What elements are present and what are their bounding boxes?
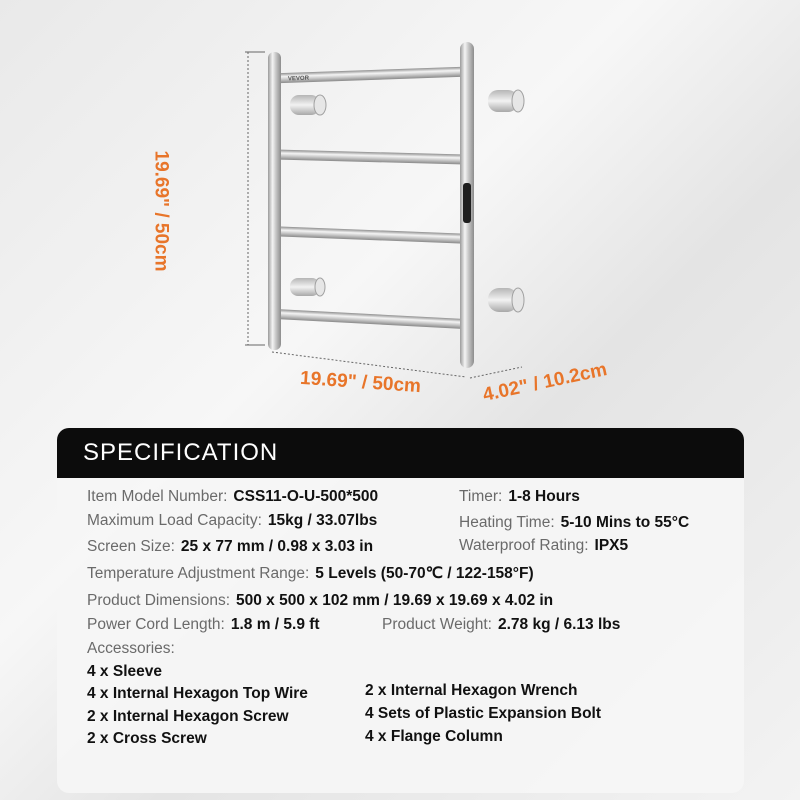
accessory-item: 4 x Flange Column [365,728,503,745]
depth-label: 4.02" / 10.2cm [481,359,609,406]
height-label: 19.69" / 50cm [150,150,172,272]
spec-row-timer: Timer: 1-8 Hours [459,488,580,505]
spec-row-cord: Power Cord Length: 1.8 m / 5.9 ft [87,616,320,633]
spec-row-screen: Screen Size: 25 x 77 mm / 0.98 x 3.03 in [87,538,374,555]
left-post [268,52,281,350]
spec-row-temperature: Temperature Adjustment Range: 5 Levels (50-70℃ / 122-158°F) [87,565,534,582]
depth-dimension-line [470,367,522,378]
specification-panel [57,428,744,793]
control-panel [463,183,471,223]
spec-row-model: Item Model Number: CSS11-O-U-500*500 [87,488,379,505]
specification-title: SPECIFICATION [57,428,744,478]
brand-logo: VEVOR [287,75,310,83]
width-label: 19.69" / 50cm [299,367,422,398]
spec-row-dimensions: Product Dimensions: 500 x 500 x 102 mm / 19.69 x 19.69 x 4.02 in [87,592,554,609]
accessory-item: 2 x Internal Hexagon Wrench [365,682,578,699]
spec-row-weight: Product Weight: 2.78 kg / 6.13 lbs [382,616,621,633]
spec-row-load: Maximum Load Capacity: 15kg / 33.07lbs [87,512,378,529]
accessory-item: 4 Sets of Plastic Expansion Bolt [365,705,602,722]
accessory-item: 4 x Sleeve [87,663,162,680]
wall-mounts [290,90,524,312]
spec-row-heating: Heating Time: 5-10 Mins to 55°C [459,514,690,531]
spec-row-waterproof: Waterproof Rating: IPX5 [459,537,629,554]
accessory-item: 2 x Internal Hexagon Screw [87,708,289,725]
accessory-item: 2 x Cross Screw [87,730,207,747]
accessories-label: Accessories: [87,640,175,657]
accessory-item: 4 x Internal Hexagon Top Wire [87,685,308,702]
height-dimension-line [245,52,265,345]
